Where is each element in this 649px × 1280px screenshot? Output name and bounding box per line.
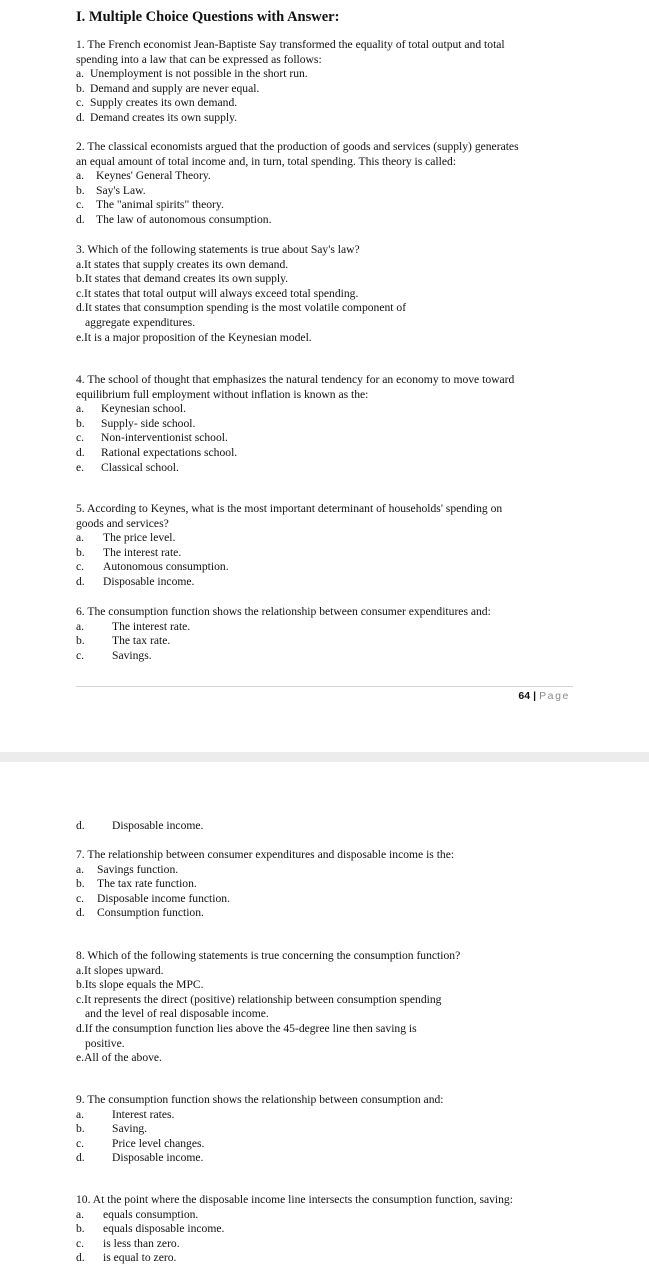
option-a: a. Unemployment is not possible in the short run. [76, 67, 308, 81]
option-c: c. Supply creates its own demand. [76, 96, 238, 110]
option-c: c.It represents the direct (positive) relationship between consumption spending [76, 992, 442, 1006]
option-a: a. equals consumption. [76, 1207, 199, 1221]
option-c: c.It states that total output will always exceed total spending. [76, 286, 359, 300]
option-a: a.It slopes upward. [76, 963, 164, 977]
page-number: 64 | Page [518, 690, 570, 702]
question-6-continued [76, 819, 571, 834]
footer-divider [76, 686, 573, 687]
question-8 [76, 949, 571, 1066]
question-2 [76, 140, 571, 228]
option-e: e.It is a major proposition of the Keynesian model. [76, 330, 312, 344]
option-d: d. is equal to zero. [76, 1251, 177, 1265]
question-9 [76, 1093, 571, 1166]
question-stem: 5. According to Keynes, what is the most important determinant of households' spending on goods and services? [76, 502, 503, 530]
document-page-65 [0, 762, 649, 1280]
question-stem: 1. The French economist Jean-Baptiste Say transformed the equality of total output and total spending into a law that can be expressed as follows: [76, 38, 505, 66]
question-stem: 7. The relationship between consumer expenditures and disposable income is the: [76, 848, 455, 861]
option-a: a. Keynesian school. [76, 402, 187, 416]
option-d: d. Disposable income. [76, 1151, 204, 1165]
option-b: b. The interest rate. [76, 545, 182, 559]
option-b: b. The tax rate. [76, 634, 171, 648]
option-d-continuation: aggregate expenditures. [85, 315, 196, 329]
option-b: b. equals disposable income. [76, 1222, 225, 1236]
option-a: a. Interest rates. [76, 1107, 175, 1121]
option-c: c. is less than zero. [76, 1236, 180, 1250]
option-d: d. Disposable income. [76, 819, 204, 832]
question-6 [76, 605, 571, 663]
question-7 [76, 848, 571, 921]
option-c: c. Savings. [76, 648, 152, 662]
option-d: d. The law of autonomous consumption. [76, 212, 272, 226]
option-e: e.All of the above. [76, 1051, 162, 1065]
option-a: a.It states that supply creates its own demand. [76, 257, 289, 271]
option-c: c. Non-interventionist school. [76, 431, 228, 445]
question-stem: 8. Which of the following statements is true concerning the consumption function? [76, 949, 461, 962]
page-gap [0, 752, 649, 762]
option-c: c. Disposable income function. [76, 891, 230, 905]
option-d-continuation: positive. [85, 1036, 125, 1050]
option-b: b.It states that demand creates its own supply. [76, 272, 289, 286]
question-stem: 4. The school of thought that emphasizes the natural tendency for an economy to move toward equilibrium full employment without inflation is known as the: [76, 373, 515, 401]
option-c: c. The "animal spirits" theory. [76, 198, 224, 212]
question-10 [76, 1193, 571, 1266]
option-b: b. Supply- side school. [76, 416, 196, 430]
option-d: d. Disposable income. [76, 574, 195, 588]
question-3 [76, 243, 571, 345]
option-e: e. Classical school. [76, 460, 179, 474]
option-a: a. The price level. [76, 531, 176, 545]
option-b: b. Saving. [76, 1122, 148, 1136]
option-a: a. The interest rate. [76, 619, 191, 633]
question-stem: 6. The consumption function shows the relationship between consumer expenditures and: [76, 605, 491, 618]
option-b: b. Say's Law. [76, 183, 146, 197]
option-d: d.If the consumption function lies above the 45-degree line then saving is [76, 1021, 417, 1035]
question-1 [76, 38, 571, 126]
option-a: a. Savings function. [76, 862, 179, 876]
option-a: a. Keynes' General Theory. [76, 169, 211, 183]
option-b: b. Demand and supply are never equal. [76, 81, 260, 95]
question-stem: 10. At the point where the disposable income line intersects the consumption function, saving: [76, 1193, 513, 1206]
option-d: d. Demand creates its own supply. [76, 110, 238, 124]
option-b: b.Its slope equals the MPC. [76, 978, 204, 992]
section-heading: I. Multiple Choice Questions with Answer: [76, 9, 340, 25]
question-5 [76, 502, 571, 590]
option-c: c. Price level changes. [76, 1136, 205, 1150]
question-stem: 2. The classical economists argued that the production of goods and services (supply) generates an equal amount of total income and, in turn, total spending. This theory is called: [76, 140, 519, 168]
question-4 [76, 373, 571, 475]
option-c-continuation: and the level of real disposable income. [85, 1007, 269, 1021]
question-stem: 9. The consumption function shows the relationship between consumption and: [76, 1093, 444, 1106]
option-d: d. Rational expectations school. [76, 445, 238, 459]
option-b: b. The tax rate function. [76, 877, 197, 891]
option-c: c. Autonomous consumption. [76, 560, 229, 574]
option-d: d. Consumption function. [76, 906, 204, 920]
option-d: d.It states that consumption spending is the most volatile component of [76, 301, 407, 315]
question-stem: 3. Which of the following statements is true about Say's law? [76, 243, 360, 256]
